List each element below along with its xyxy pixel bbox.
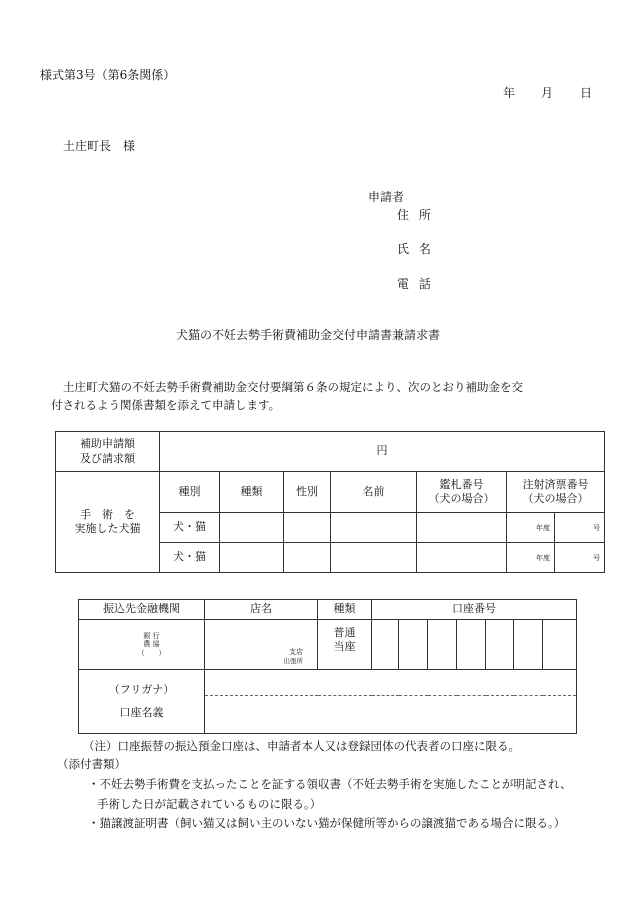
header-sex: 性別 [284, 472, 331, 513]
applicant-phone-label: 電 話 [397, 277, 431, 291]
row1-number[interactable] [555, 513, 605, 543]
header-tag-line1: 鑑札番号 [439, 477, 484, 491]
account-type-current: 当座 [333, 640, 356, 654]
amount-label [56, 432, 160, 472]
document-title: 犬猫の不妊去勢手術費補助金交付申請書兼請求書 [176, 328, 441, 342]
date-month: 月 [541, 86, 554, 100]
bank-name-cell[interactable] [79, 620, 205, 670]
addressee: 土庄町長 様 [63, 139, 136, 153]
header-vacc-line2: （犬の場合） [522, 492, 589, 505]
branch-option-branch: 支店 [289, 648, 303, 657]
row1-name[interactable] [331, 513, 417, 543]
bank-option-agri: 農 協 [143, 640, 160, 649]
attachment-item-1-line2: 手術した日が記載されているものに限る。） [97, 797, 322, 811]
account-holder-label [79, 670, 205, 734]
row1-sex[interactable] [284, 513, 331, 543]
header-tag-line2: （犬の場合） [428, 492, 495, 505]
applicant-label: 申請者 [368, 190, 405, 204]
bank-table [78, 599, 577, 734]
branch-name-cell[interactable] [205, 620, 318, 670]
row2-breed[interactable] [220, 543, 284, 573]
header-kind: 種別 [160, 472, 220, 513]
header-vaccination-number [507, 472, 605, 513]
attachments-label: （添付書類） [57, 757, 126, 771]
row2-fiscal-label: 年度 [536, 554, 550, 563]
account-digit-3[interactable] [428, 620, 457, 670]
amount-label-line2: 及び請求額 [80, 451, 135, 465]
animal-label-line1: 手 術 を [80, 507, 135, 521]
body-text-line1: 土庄町犬猫の不妊去勢手術費補助金交付要綱第６条の規定により、次のとおり補助金を交 [63, 380, 523, 394]
row2-name[interactable] [331, 543, 417, 573]
row2-number[interactable] [555, 543, 605, 573]
row2-number-label: 号 [593, 554, 601, 563]
row1-fiscal-year[interactable] [507, 513, 555, 543]
row1-fiscal-label: 年度 [536, 524, 550, 533]
header-breed: 種類 [220, 472, 284, 513]
account-digit-6[interactable] [514, 620, 543, 670]
attachment-item-1-line1: ・不妊去勢手術費を支払ったことを証する領収書（不妊去勢手術を実施したことが明記され、 [88, 777, 572, 791]
account-type-cell[interactable] [318, 620, 372, 670]
row2-sex[interactable] [284, 543, 331, 573]
branch-option-office: 出張所 [283, 656, 303, 665]
note-text: （注）口座振替の振込預金口座は、申請者本人又は登録団体の代表者の口座に限る。 [83, 739, 520, 753]
applicant-name-label: 氏 名 [397, 242, 431, 256]
row1-kind[interactable]: 犬・猫 [160, 513, 220, 543]
animal-label-line2: 実施した犬猫 [74, 522, 141, 535]
row1-tag[interactable] [417, 513, 507, 543]
bank-option-bank: 銀 行 [143, 631, 160, 640]
account-digit-5[interactable] [486, 620, 514, 670]
account-holder-name-label: 口座名義 [119, 705, 164, 719]
amount-label-line1: 補助申請額 [80, 437, 135, 451]
amount-value-cell[interactable] [160, 432, 605, 472]
account-digit-4[interactable] [457, 620, 486, 670]
date-year: 年 [503, 86, 516, 100]
header-account-type: 種類 [318, 600, 372, 620]
application-table [55, 431, 605, 573]
furigana-label: （フリガナ） [108, 683, 175, 697]
row2-tag[interactable] [417, 543, 507, 573]
account-digit-7[interactable] [543, 620, 577, 670]
account-digit-2[interactable] [399, 620, 428, 670]
amount-unit: 円 [376, 444, 388, 458]
header-account-number: 口座番号 [372, 600, 577, 620]
header-bank: 振込先金融機関 [79, 600, 205, 620]
row2-fiscal-year[interactable] [507, 543, 555, 573]
account-holder-input[interactable] [205, 696, 577, 734]
furigana-input[interactable] [205, 670, 577, 696]
applicant-address-label: 住 所 [397, 208, 431, 222]
header-tag-number [417, 472, 507, 513]
animal-label [56, 472, 160, 573]
body-text-line2: 付されるよう関係書類を添えて申請します。 [51, 398, 281, 412]
row2-kind[interactable]: 犬・猫 [160, 543, 220, 573]
bank-option-other: （ ） [137, 648, 166, 657]
account-type-ordinary: 普通 [333, 626, 356, 639]
header-vacc-line1: 注射済票番号 [522, 477, 589, 491]
header-branch: 店名 [205, 600, 318, 620]
header-name: 名前 [331, 472, 417, 513]
date-day: 日 [580, 86, 593, 100]
account-digit-1[interactable] [372, 620, 399, 670]
attachment-item-2: ・猫譲渡証明書（飼い猫又は飼い主のいない猫が保健所等からの譲渡猫である場合に限る。） [88, 816, 566, 830]
form-number: 様式第3号（第6条関係） [40, 68, 176, 82]
row1-breed[interactable] [220, 513, 284, 543]
row1-number-label: 号 [593, 524, 601, 533]
